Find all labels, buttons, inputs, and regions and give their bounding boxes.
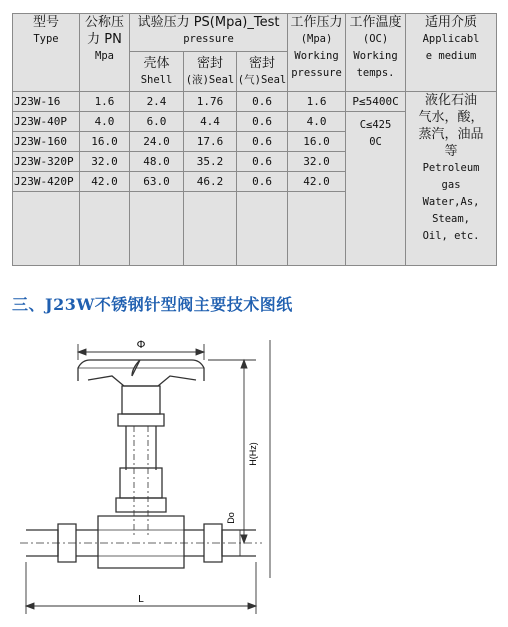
dim-height-label: H(Hz): [248, 442, 258, 466]
header-nominal-pressure: 公称压 力 PN Mpa: [80, 14, 130, 92]
dim-do-label: Do: [226, 512, 236, 524]
dim-length-label: L: [138, 594, 144, 605]
header-medium: 适用介质 Applicabl e medium: [406, 14, 497, 92]
table-row: J23W-420P 42.0 63.0 46.2 0.6 42.0: [13, 172, 497, 192]
header-seal-gas: 密封 (气)Seal: [237, 52, 288, 92]
valve-technical-drawing: [12, 330, 496, 622]
header-model: 型号 Type: [13, 14, 80, 92]
spec-table: [12, 13, 497, 266]
header-seal-liquid: 密封 (液)Seal: [184, 52, 237, 92]
medium-cell: 液化石油 气水，酸， 蒸汽，油品 等 Petroleum gas Water,As, Steam, Oil, etc.: [406, 92, 497, 266]
section-heading: 三、J23W不锈钢针型阀主要技术图纸: [12, 295, 293, 314]
header-test-pressure: 试验压力 PS(Mpa)_Test pressure: [130, 14, 288, 52]
header-shell: 壳体 Shell: [130, 52, 184, 92]
temp-low: P≤5400C: [346, 92, 406, 112]
valve-outline: [20, 360, 262, 568]
temp-high: C≤425 0C: [346, 112, 406, 266]
header-working-pressure: 工作压力 (Mpa) Working pressure: [288, 14, 346, 92]
table-row: J23W-320P 32.0 48.0 35.2 0.6 32.0: [13, 152, 497, 172]
table-row: J23W-160 16.0 24.0 17.6 0.6 16.0: [13, 132, 497, 152]
header-working-temp: 工作温度 (OC) Working temps.: [346, 14, 406, 92]
dim-phi-label: Φ: [136, 339, 146, 351]
table-row: J23W-40P 4.0 6.0 4.4 0.6 4.0 C≤425 0C: [13, 112, 497, 132]
table-row: J23W-16 1.6 2.4 1.76 0.6 1.6 P≤5400C 液化石油 气水，酸， 蒸汽，油品 等 Petroleum gas Water,As, Steam, Oil, etc.: [13, 92, 497, 112]
